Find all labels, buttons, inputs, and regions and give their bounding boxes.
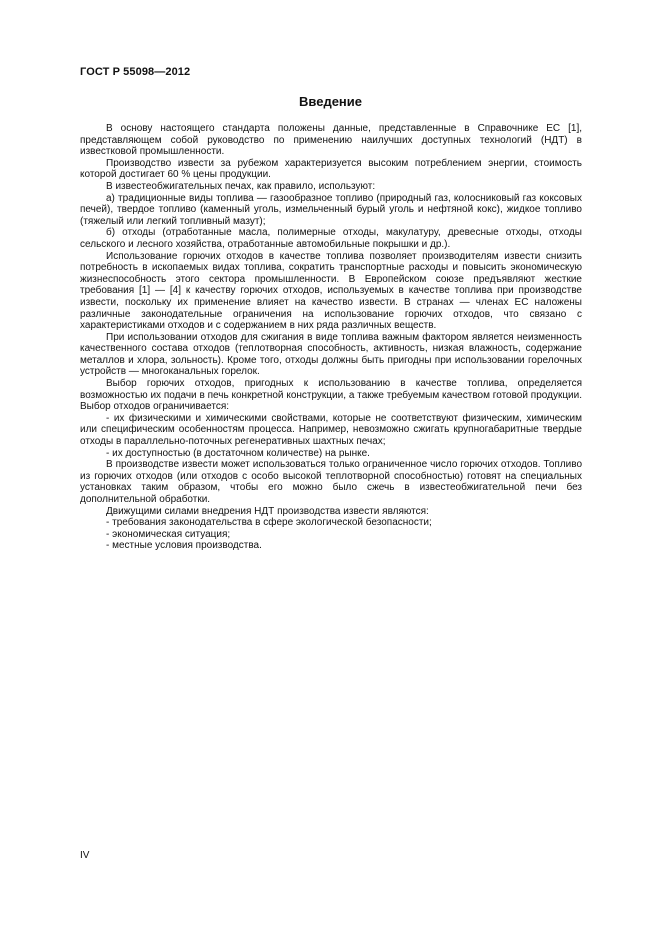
dash-list-item: - требования законодательства в сфере экологической безопасности;: [106, 517, 432, 529]
paragraph: В основу настоящего стандарта положены данные, представленные в Справочнике ЕС [1], представляющем собой руководство по применению наилучших доступных технологий (НДТ) в известковой промышленности.: [80, 123, 582, 158]
section-title: Введение: [299, 94, 362, 109]
list-item: а) традиционные виды топлива — газообразное топливо (природный газ, колосниковый газ коксовых печей), твердое топливо (каменный уголь, измельченный бурый уголь и нефтяной кокс), жидкое топливо (тяжелый или легкий топливный мазут);: [80, 192, 582, 227]
section-body: [80, 123, 582, 552]
paragraph: В производстве извести может использоваться только ограниченное число горючих отходов. Топливо из горючих отходов (или отходов с особо высокой теплотворной способностью) готовят на специальных установках таким образом, чтобы его можно было сжечь в известеобжигательной печи без дополнительной обработки.: [80, 459, 582, 505]
dash-list-item: - их доступностью (в достаточном количестве) на рынке.: [106, 447, 370, 459]
paragraph: В известеобжигательных печах, как правило, используют:: [106, 180, 376, 192]
paragraph: Движущими силами внедрения НДТ производства извести являются:: [106, 505, 429, 517]
dash-list-item: - местные условия производства.: [106, 540, 262, 552]
document-code: ГОСТ Р 55098—2012: [80, 66, 191, 78]
dash-list-item: - экономическая ситуация;: [106, 528, 231, 540]
dash-list-item: - их физическими и химическими свойствами, которые не соответствуют физическим, химическим или специфическим особенностям процесса. Например, невозможно сжигать крупногабаритные твердые отходы в параллельно-поточных регенеративных шахтных печах;: [80, 412, 582, 448]
paragraph: При использовании отходов для сжигания в виде топлива важным фактором является неизменность качественного состава отходов (теплотворная способность, активность, низкая влажность, содержание металлов и хлора, зольность). Кроме того, отходы должны быть пригодны при использовании горелочных устройств — многоканальных горелок.: [80, 331, 582, 378]
paragraph: Производство извести за рубежом характеризуется высоким потреблением энергии, стоимость которой достигает 60 % цены продукции.: [80, 157, 582, 181]
page-number: IV: [80, 850, 90, 861]
paragraph: Использование горючих отходов в качестве топлива позволяет производителям извести снизить потребность в ископаемых видах топлива, сократить транспортные расходы и повысить экономическую жизнеспособность этого сектора промышленности. В Европейском союзе предъявляют жесткие требования [1] — [4] к качеству горючих отходов, используемых в качестве топлива при производстве извести, поскольку их применение влияет на качество извести. В странах — членах ЕС наложены различные законодательные ограничения на использование горючих отходов, что связано с характеристиками отходов и с содержанием в них ряда различных веществ.: [80, 250, 582, 332]
list-item: б) отходы (отработанные масла, полимерные отходы, макулатуру, древесные отходы, отходы сельского и лесного хозяйства, отработанные автомобильные покрышки и др.).: [80, 227, 582, 250]
paragraph: Выбор горючих отходов, пригодных к использованию в качестве топлива, определяется возможностью их подачи в печь конкретной конструкции, а также требуемым качеством готовой продукции. Выбор отходов ограничивается:: [80, 378, 582, 413]
